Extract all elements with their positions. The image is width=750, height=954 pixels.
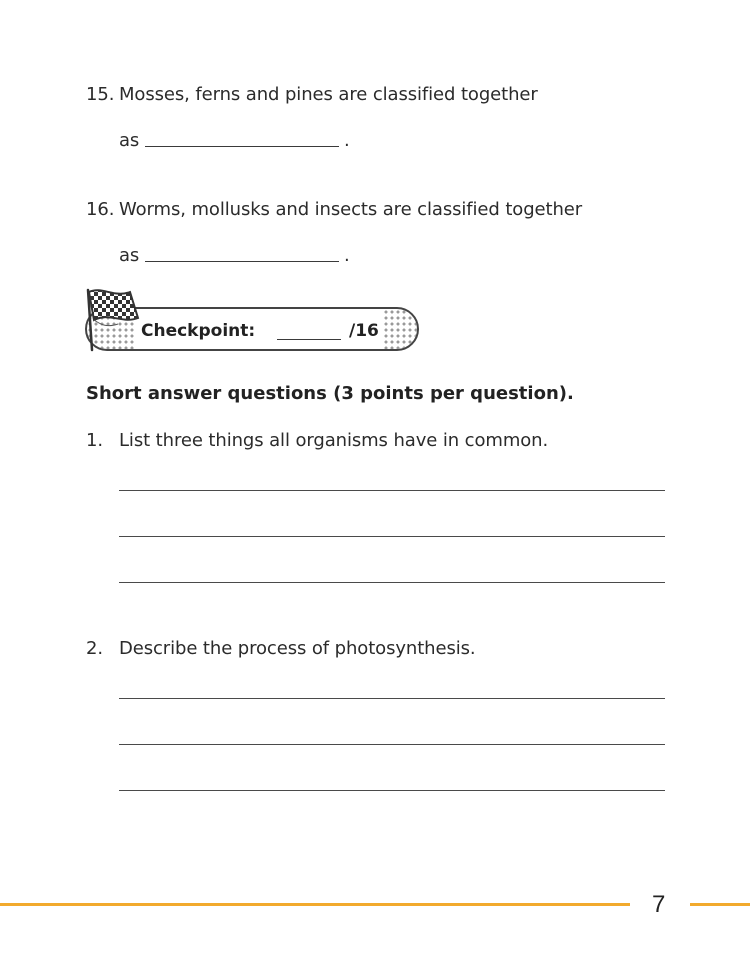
answer-line-2b[interactable]: [119, 744, 665, 745]
question-16-suffix: .: [344, 245, 350, 266]
question-16-prefix: as: [119, 245, 140, 266]
answer-line-1b[interactable]: [119, 536, 665, 537]
question-15-blank[interactable]: [145, 146, 339, 147]
question-15-number: 15.: [86, 84, 115, 105]
question-16-number: 16.: [86, 199, 115, 220]
footer-rule-right: [690, 903, 750, 906]
question-15-suffix: .: [344, 130, 350, 151]
question-15-prefix: as: [119, 130, 140, 151]
short-answer-2-number: 2.: [86, 638, 103, 659]
checkpoint-total: /16: [349, 321, 379, 341]
checkered-flag-icon: [78, 284, 146, 354]
answer-line-1a[interactable]: [119, 490, 665, 491]
short-answer-1-number: 1.: [86, 430, 103, 451]
checkpoint-score-blank[interactable]: [277, 339, 341, 340]
page-number: 7: [652, 891, 666, 918]
answer-line-2c[interactable]: [119, 790, 665, 791]
footer-rule-left: [0, 903, 630, 906]
question-16-blank[interactable]: [145, 261, 339, 262]
section-heading: Short answer questions (3 points per question).: [86, 383, 574, 404]
question-16-text: Worms, mollusks and insects are classified together: [119, 199, 583, 220]
short-answer-2-text: Describe the process of photosynthesis.: [119, 638, 476, 659]
checkpoint-label: Checkpoint:: [141, 321, 256, 341]
question-15-text: Mosses, ferns and pines are classified together: [119, 84, 538, 105]
answer-line-1c[interactable]: [119, 582, 665, 583]
short-answer-1-text: List three things all organisms have in common.: [119, 430, 549, 451]
answer-line-2a[interactable]: [119, 698, 665, 699]
dot-pattern-right: [383, 309, 417, 349]
